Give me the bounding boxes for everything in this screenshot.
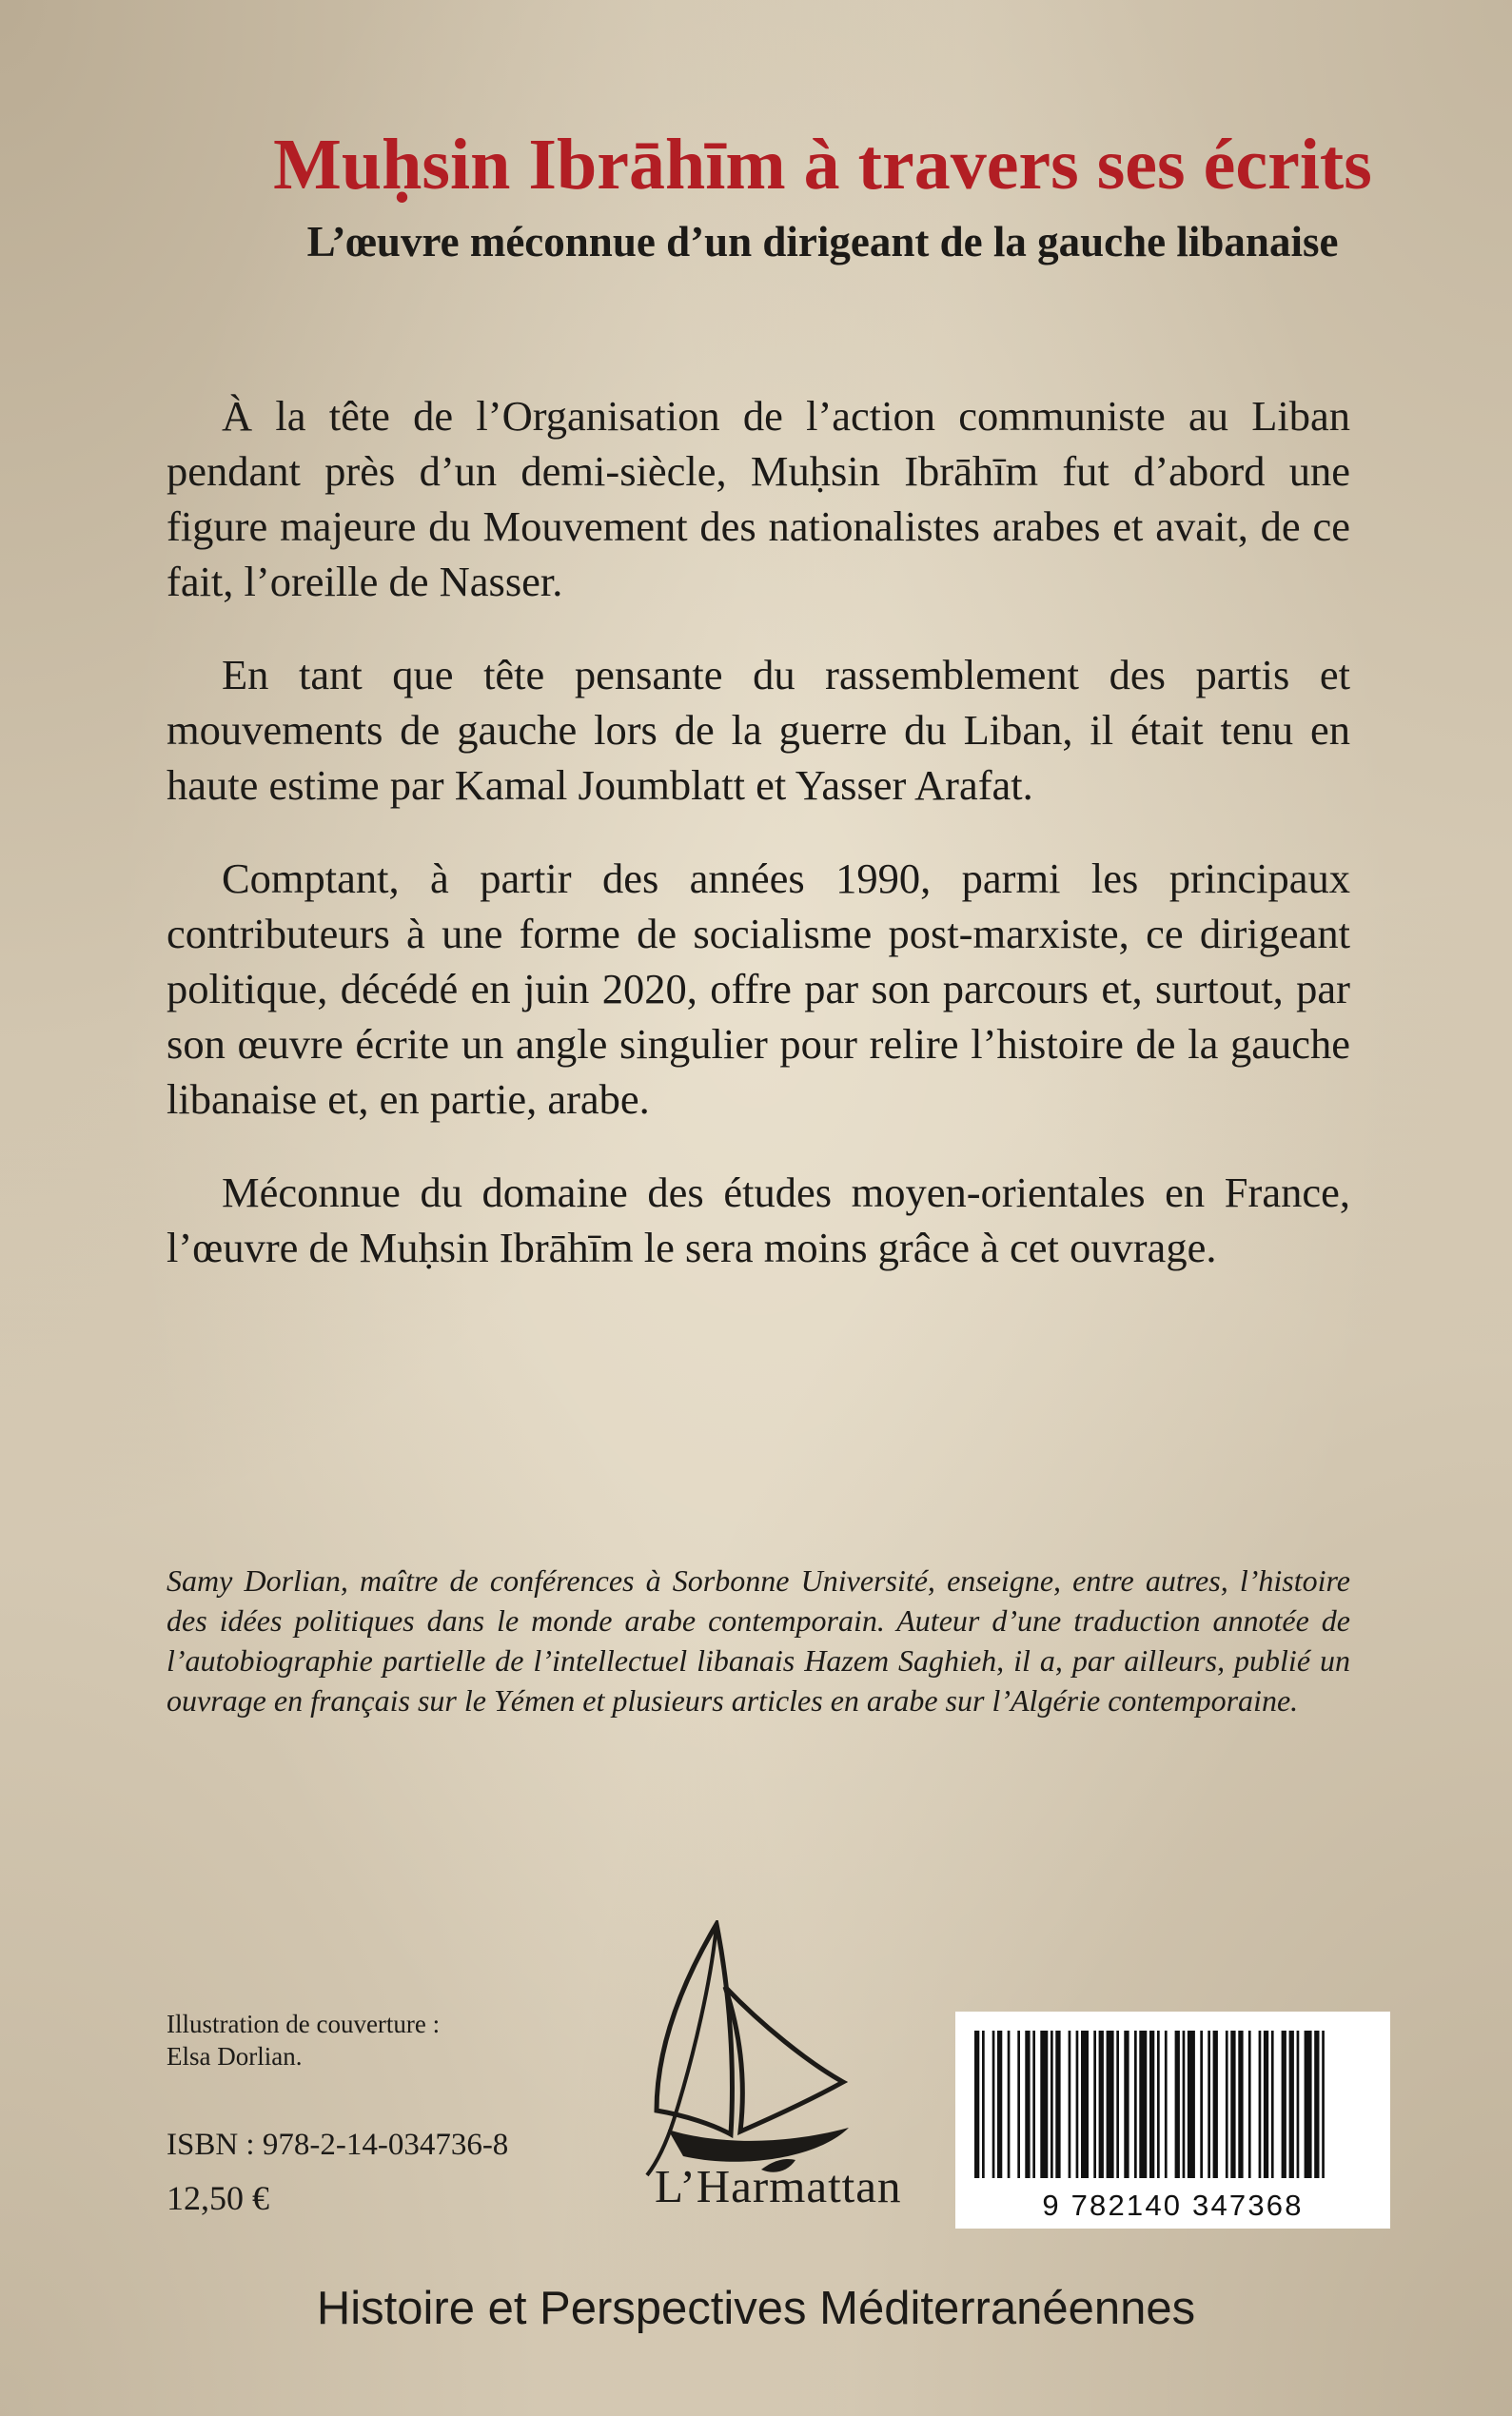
barcode-bar <box>974 2031 979 2178</box>
barcode-bar <box>1208 2031 1210 2178</box>
barcode-bar <box>1149 2031 1154 2178</box>
barcode-bar <box>1175 2031 1180 2178</box>
barcode-bar <box>1230 2031 1235 2178</box>
barcode-bar <box>1017 2031 1020 2178</box>
barcode-bar <box>1305 2031 1312 2178</box>
barcode-bar <box>1289 2031 1294 2178</box>
series-name: Histoire et Perspectives Méditerranéennes <box>316 2283 1196 2334</box>
price: 12,50 € <box>167 2179 269 2217</box>
book-title: Muḥsin Ibrāhīm à travers ses écrits <box>273 125 1372 205</box>
barcode <box>955 2012 1390 2229</box>
author-bio-text: , maître de conférences à Sorbonne Université, enseigne, entre autres, l’histoire des idées politiques dans le monde arabe contemporain. Auteur d’une traduction annotée de l’autobiographie partielle de l’intellectuel libanais Hazem Saghieh, il a, par ailleurs, publié un ouvrage en français sur le Yémen et plusieurs articles en arabe sur l’Algérie contemporaine. <box>167 1563 1351 1718</box>
barcode-bar <box>997 2031 1002 2178</box>
barcode-bar <box>1032 2031 1035 2178</box>
illustration-credits <box>167 2008 440 2072</box>
barcode-bar <box>1271 2031 1274 2178</box>
book-subtitle: L’œuvre méconnue d’un dirigeant de la gauche libanaise <box>306 218 1339 265</box>
barcode-bar <box>1165 2031 1168 2178</box>
illustration-label: Illustration de couverture : <box>167 2010 441 2038</box>
barcode-bar <box>1157 2031 1160 2178</box>
barcode-bar <box>1008 2031 1011 2178</box>
barcode-bar <box>1124 2031 1129 2178</box>
publisher-name: L’Harmattan <box>655 2160 902 2212</box>
barcode-bar <box>1099 2031 1104 2178</box>
barcode-bar <box>1051 2031 1053 2178</box>
barcode-bar <box>1055 2031 1060 2178</box>
barcode-bar <box>1076 2031 1079 2178</box>
blurb <box>167 388 1350 1313</box>
barcode-bar <box>1093 2031 1096 2178</box>
barcode-bar <box>1322 2031 1325 2178</box>
barcode-bar <box>1188 2031 1195 2178</box>
barcode-bar <box>1259 2031 1262 2178</box>
isbn: ISBN : 978-2-14-034736-8 <box>167 2128 509 2162</box>
barcode-bar <box>992 2031 995 2178</box>
barcode-bar <box>1116 2031 1119 2178</box>
illustration-credit: Elsa Dorlian. <box>167 2042 303 2071</box>
barcode-bar <box>1226 2031 1228 2178</box>
barcode-bar <box>1238 2031 1243 2178</box>
barcode-bar <box>1213 2031 1218 2178</box>
barcode-bar <box>1134 2031 1137 2178</box>
barcode-bar <box>1139 2031 1147 2178</box>
blurb-paragraph-4: Méconnue du domaine des études moyen-orientales en France, l’œuvre de Muḥsin Ibrāhīm le sera moins grâce à cet ouvrage. <box>167 1169 1350 1271</box>
barcode-bar <box>1282 2031 1286 2178</box>
blurb-paragraph-1: À la tête de l’Organisation de l’action communiste au Liban pendant près d’un demi-siècle, Muḥsin Ibrāhīm fut d’abord une figure majeure du Mouvement des nationalistes arabes et avait, de ce fait, l’oreille de Nasser. <box>167 392 1350 605</box>
barcode-bar <box>1314 2031 1319 2178</box>
barcode-bar <box>1107 2031 1114 2178</box>
blurb-paragraph-3: Comptant, à partir des années 1990, parmi les principaux contributeurs à une forme de socialisme post-marxiste, ce dirigeant politique, décédé en juin 2020, offre par son parcours et, surtout, par son œuvre écrite un angle singulier pour relire l’histoire de la gauche libanaise et, en partie, arabe. <box>167 854 1350 1123</box>
barcode-bar <box>1200 2031 1203 2178</box>
barcode-bar <box>1183 2031 1186 2178</box>
barcode-bar <box>1248 2031 1251 2178</box>
barcode-digits: 9 782140 347368 <box>1042 2189 1304 2222</box>
barcode-bar <box>982 2031 985 2178</box>
barcode-bar <box>1040 2031 1048 2178</box>
author-bio <box>167 1561 1350 1720</box>
barcode-bar <box>1297 2031 1300 2178</box>
barcode-bar <box>1264 2031 1268 2178</box>
blurb-paragraph-2: En tant que tête pensante du rassemblement des partis et mouvements de gauche lors de la guerre du Liban, il était tenu en haute estime par Kamal Joumblatt et Yasser Arafat. <box>167 651 1350 809</box>
barcode-bar <box>1025 2031 1030 2178</box>
author-name: Samy Dorlian <box>167 1563 341 1598</box>
barcode-bar <box>1069 2031 1071 2178</box>
barcode-bar <box>1081 2031 1089 2178</box>
